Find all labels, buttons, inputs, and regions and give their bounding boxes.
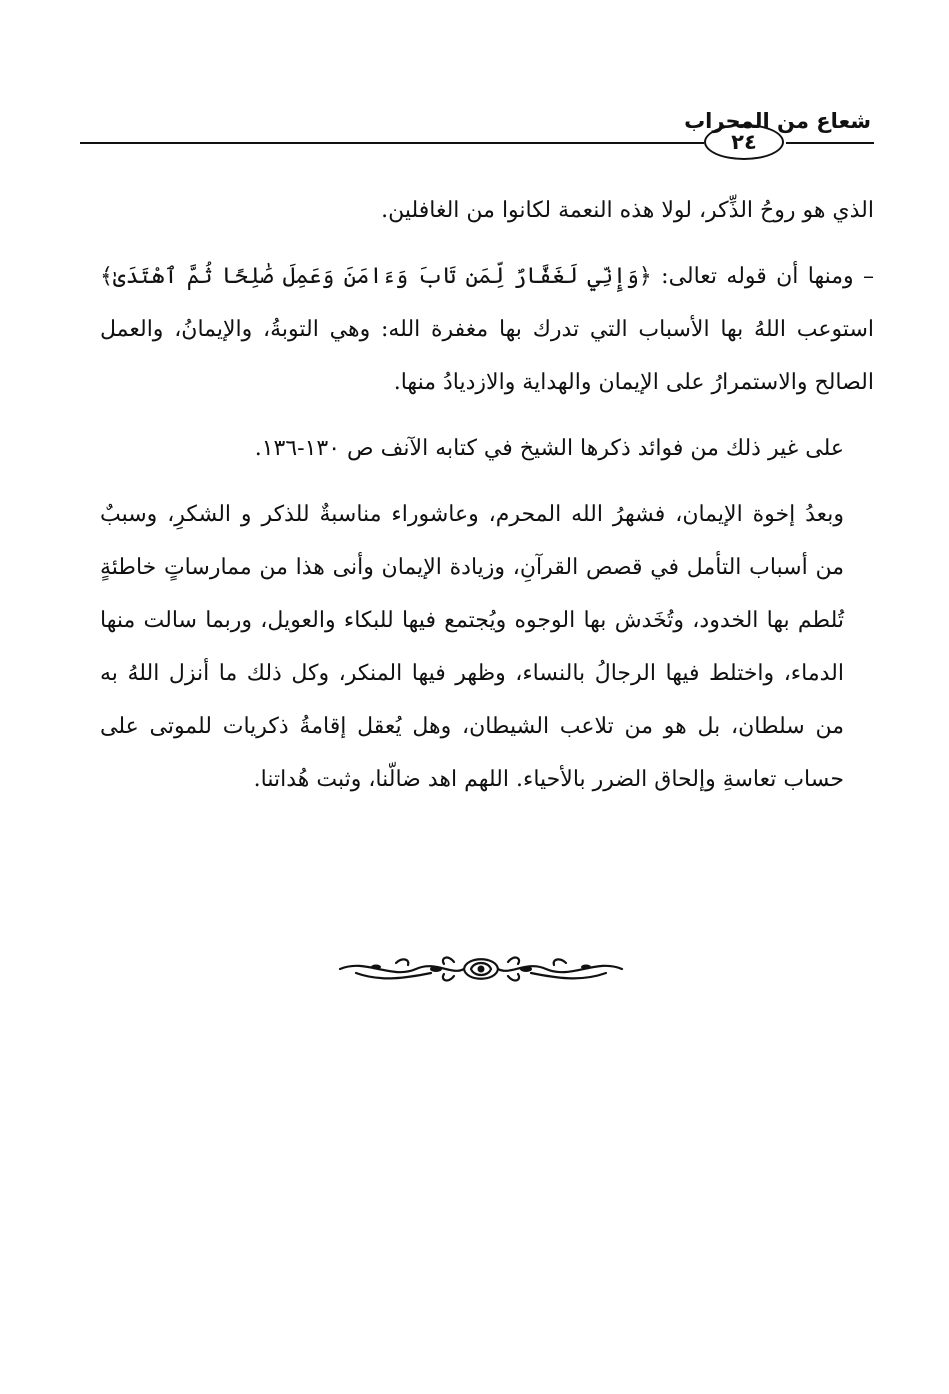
paragraph-1: الذي هو روحُ الذِّكر، لولا هذه النعمة لكانوا من الغافلين. (381, 198, 874, 223)
header-rule-right (786, 142, 874, 144)
header-rule-left (80, 142, 704, 144)
body-text (100, 184, 874, 806)
paragraph-3: على غير ذلك من فوائد ذكرها الشيخ في كتابه الآنف ص ١٣٠-١٣٦. (254, 436, 844, 461)
floral-divider-icon (336, 948, 626, 990)
paragraph-2-rest: استوعب اللهُ بها الأسباب التي تدرك بها مغفرة الله: وهي التوبةُ، والإيمانُ، والعمل الصالح والاستمرارُ على الإيمان والهداية والازديادُ منها. (100, 317, 874, 395)
quran-verse: ﴿وَإِنِّي لَغَفَّارٌ لِّمَن تَابَ وَءَامَنَ وَعَمِلَ صَٰلِحًا ثُمَّ ٱهْتَدَىٰ﴾ (100, 264, 652, 289)
paragraph-2-intro: – ومنها أن قوله تعالى: (651, 264, 874, 289)
paragraph-2 (100, 250, 874, 409)
paragraph-4: وبعدُ إخوة الإيمان، فشهرُ الله المحرم، وعاشوراء مناسبةٌ للذكر و الشكرِ، وسببٌ من أسباب التأمل في قصص القرآنِ، وزيادة الإيمان وأنى هذا من ممارساتٍ خاطئةٍ تُلطم بها الخدود، وتُخَدش بها الوجوه ويُجتمع فيها للبكاء والعويل، وربما سالت منها الدماء، واختلط فيها الرجالُ بالنساء، وظهر فيها المنكر، وكل ذلك ما أنزل اللهُ به من سلطان، بل هو من تلاعب الشيطان، وهل يُعقل إقامةُ ذكريات للموتى على حساب تعاسةِ وإلحاق الضرر بالأحياء. اللهم اهد ضالّنا، وثبت هُداتنا. (100, 502, 844, 792)
page-number: ٢٤ (704, 124, 784, 160)
running-title: شعاع من المحراب (684, 109, 871, 133)
